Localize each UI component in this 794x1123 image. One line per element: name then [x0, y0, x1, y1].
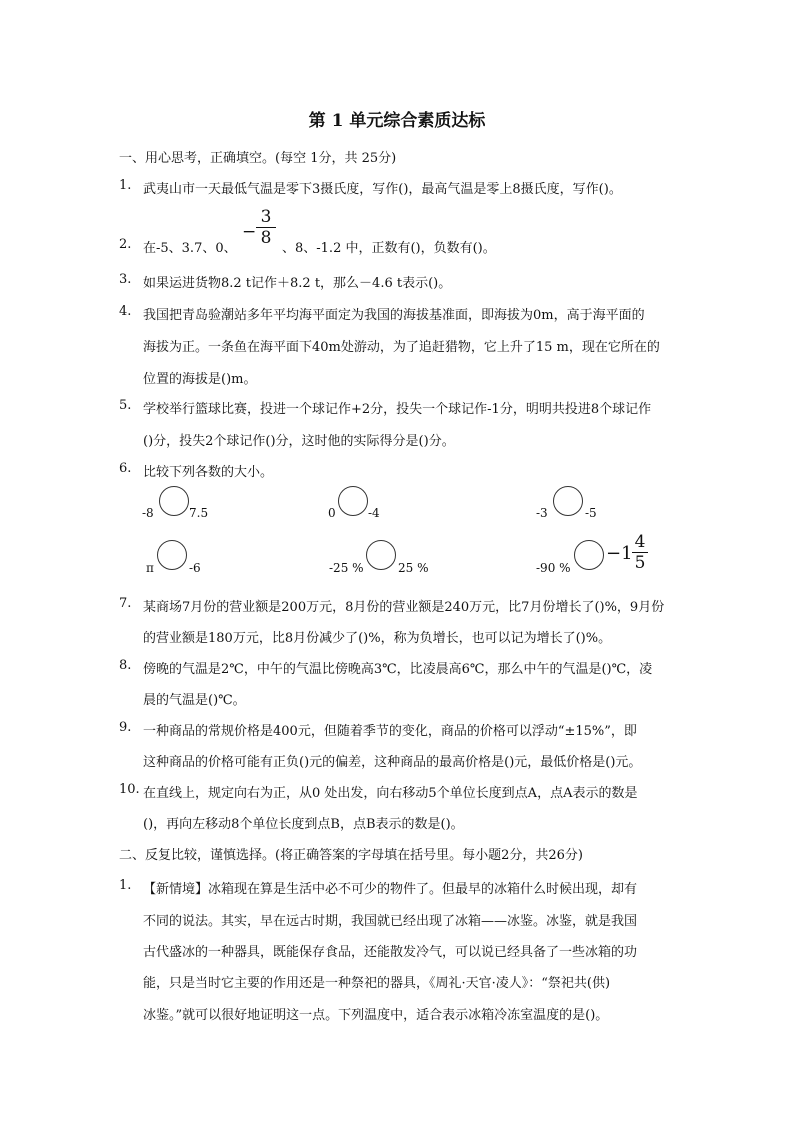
section-2-question-1-line-3: 古代盛冰的一种器具，既能保存食品，还能散发冷气，可以说已经具备了一些冰箱的功: [143, 945, 638, 960]
question-6-text: 比较下列各数的大小。: [143, 465, 274, 480]
question-7-line-1: 某商场7月份的营业额是200万元，8月份的营业额是240万元，比7月份增长了()%，9月份: [143, 600, 665, 615]
question-10-line-1: 在直线上，规定向右为正，从0 处出发，向右移动5个单位长度到点A，点A表示的数是: [143, 786, 638, 801]
compare-right: 25 %: [398, 561, 429, 575]
question-9-line-2: 这种商品的价格可能有正负()元的偏差，这种商品的最高价格是()元，最低价格是()元。: [143, 755, 642, 770]
fraction-denominator: 8: [260, 228, 272, 248]
question-3-text: 如果运进货物8.2 t记作＋8.2 t，那么－4.6 t表示()。: [143, 276, 452, 291]
fraction: [256, 208, 276, 247]
question-number: 6.: [119, 461, 132, 476]
question-number: 2.: [119, 237, 132, 252]
compare-left: -8: [142, 506, 154, 520]
compare-circle[interactable]: [366, 540, 396, 570]
compare-left: 0: [328, 506, 336, 520]
compare-right: -4: [368, 506, 380, 520]
fraction-numerator: 3: [260, 207, 272, 227]
question-number: 7.: [119, 596, 132, 611]
compare-circle[interactable]: [574, 540, 604, 570]
question-10-line-2: ()，再向左移动8个单位长度到点B，点B表示的数是()。: [143, 817, 464, 832]
compare-right: 7.5: [189, 506, 209, 520]
compare-right-sign: −1: [606, 543, 633, 564]
question-9-line-1: 一种商品的常规价格是400元，但随着季节的变化，商品的价格可以浮动“±15%”，即: [143, 724, 637, 739]
section-2-question-1-line-5: 冰鉴。”就可以很好地证明这一点。下列温度中，适合表示冰箱冷冻室温度的是()。: [143, 1008, 609, 1023]
section-2-question-1-line-4: 能，只是当时它主要的作用还是一种祭祀的器具，《周礼·天官·凌人》：“祭祀共(供): [143, 976, 611, 991]
compare-right: -6: [189, 561, 201, 575]
compare-left: π: [146, 561, 154, 575]
compare-right: -5: [585, 506, 597, 520]
question-8-line-2: 晨的气温是()℃。: [143, 693, 246, 708]
question-number: 8.: [119, 658, 132, 673]
question-number: 3.: [119, 272, 132, 287]
section-2-heading: 二、反复比较，谨慎选择。(将正确答案的字母填在括号里。每小题2分，共26分): [119, 848, 583, 863]
question-2-text-rest: 、8、-1.2 中，正数有()，负数有()。: [282, 241, 496, 256]
question-number: 4.: [119, 304, 132, 319]
question-2-text: 在-5、3.7、0、: [143, 241, 237, 256]
fraction-sign: −: [242, 222, 257, 242]
question-8-line-1: 傍晚的气温是2℃，中午的气温比傍晚高3℃，比凌晨高6℃，那么中午的气温是()℃，凌: [143, 662, 653, 677]
fraction-denominator: 5: [634, 553, 646, 573]
page-title: 第 1 单元综合素质达标: [308, 111, 486, 131]
compare-circle[interactable]: [553, 486, 583, 516]
question-5-line-1: 学校举行篮球比赛，投进一个球记作+2分，投失一个球记作-1分，明明共投进8个球记作: [143, 402, 652, 417]
question-number: 1.: [119, 178, 132, 193]
question-number: 10.: [119, 782, 140, 797]
compare-left: -3: [536, 506, 548, 520]
fraction: [632, 533, 648, 572]
question-4-line-3: 位置的海拔是()m。: [143, 372, 257, 387]
section-1-heading: 一、用心思考，正确填空。(每空 1分，共 25分): [119, 151, 397, 166]
question-1-text: 武夷山市一天最低气温是零下3摄氏度，写作()，最高气温是零上8摄氏度，写作()。: [143, 182, 622, 197]
question-number: 9.: [119, 720, 132, 735]
question-number: 1.: [119, 878, 132, 893]
fraction-numerator: 4: [634, 532, 646, 552]
compare-left: -90 %: [536, 561, 571, 575]
question-4-line-1: 我国把青岛验潮站多年平均海平面定为我国的海拔基准面，即海拔为0m，高于海平面的: [143, 308, 645, 323]
question-4-line-2: 海拔为正。一条鱼在海平面下40m处游动，为了追赶猎物，它上升了15 m，现在它所在的: [143, 340, 660, 355]
question-5-line-2: ()分，投失2个球记作()分，这时他的实际得分是()分。: [143, 434, 455, 449]
compare-circle[interactable]: [338, 486, 368, 516]
section-2-question-1-line-1: 【新情境】冰箱现在算是生活中必不可少的物件了。但最早的冰箱什么时候出现，却有: [143, 882, 638, 897]
question-7-line-2: 的营业额是180万元，比8月份减少了()%，称为负增长，也可以记为增长了()%。: [143, 631, 612, 646]
compare-left: -25 %: [329, 561, 364, 575]
compare-circle[interactable]: [159, 486, 189, 516]
question-number: 5.: [119, 398, 132, 413]
section-2-question-1-line-2: 不同的说法。其实，早在远古时期，我国就已经出现了冰箱——冰鉴。冰鉴，就是我国: [143, 914, 638, 929]
compare-circle[interactable]: [157, 540, 187, 570]
